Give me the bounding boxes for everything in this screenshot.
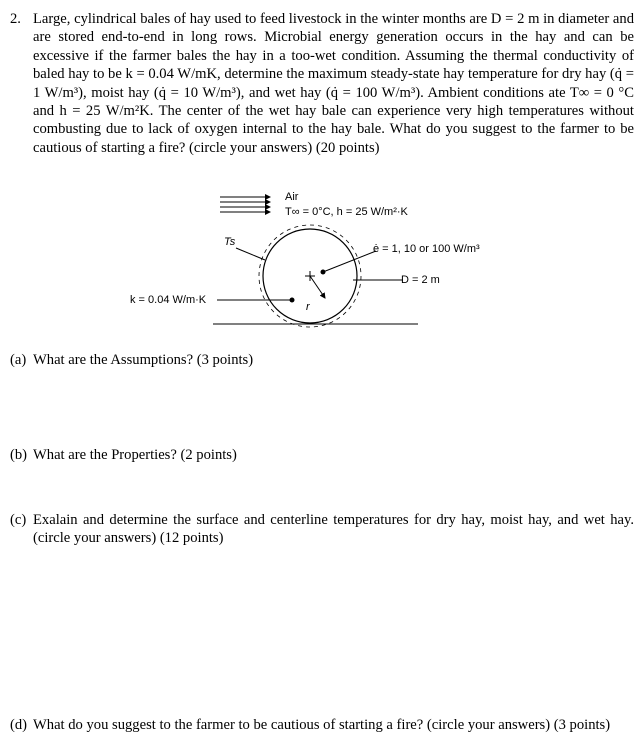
question-c — [10, 511, 634, 548]
problem-number: 2. — [10, 11, 21, 27]
question-a — [10, 351, 634, 369]
question-b-text: What are the Properties? (2 points) — [33, 447, 237, 463]
hay-bale-figure — [120, 188, 500, 338]
conductivity-label: k = 0.04 W/m·K — [130, 294, 207, 306]
air-flow-arrows — [220, 197, 270, 212]
problem-text: Large, cylindrical bales of hay used to feed livestock in the winter months are D = 2 m in diameter and are stored end-to-end in long rows. Microbial energy generation occurs in the hay and can be excessive if the farmer bales the hay in a too-wet condition. Assuming the thermal conductivity of baled hay to be k = 0.04 W/mK, determine the maximum steady-state hay temperature for dry hay (q̇ = 1 W/m³), moist hay (q̇ = 10 W/m³), and wet hay (q̇ = 100 W/m³). Ambient conditions ate T∞ = 0 °C and h = 25 W/m²K. The center of the wet hay bale can experience very high temperatures without combusting due to lack of oxygen internal to the hay bale. What do you suggest to the farmer to be cautious of starting a fire? (circle your answers) (20 points) — [33, 11, 634, 156]
question-c-letter: (c) — [10, 512, 27, 528]
question-d — [10, 716, 634, 734]
question-b — [10, 446, 634, 464]
problem-statement — [10, 10, 634, 157]
diameter-label: D = 2 m — [401, 274, 440, 286]
question-d-text: What do you suggest to the farmer to be cautious of starting a fire? (circle your answers) (3 points) — [33, 717, 611, 733]
question-d-letter: (d) — [10, 717, 28, 733]
air-label: Air — [285, 191, 299, 203]
radius-label: r — [306, 301, 310, 313]
question-a-letter: (a) — [10, 352, 27, 368]
ambient-conditions-label: T∞ = 0°C, h = 25 W/m²·K — [285, 206, 408, 218]
question-a-text: What are the Assumptions? (3 points) — [33, 352, 254, 368]
question-b-letter: (b) — [10, 447, 28, 463]
question-c-text: Exalain and determine the surface and centerline temperatures for dry hay, moist hay, and wet hay. (circle your answers) (12 points) — [33, 512, 634, 547]
generation-label: ė = 1, 10 or 100 W/m³ — [373, 243, 480, 255]
surface-temperature-label: Ts — [224, 236, 236, 248]
